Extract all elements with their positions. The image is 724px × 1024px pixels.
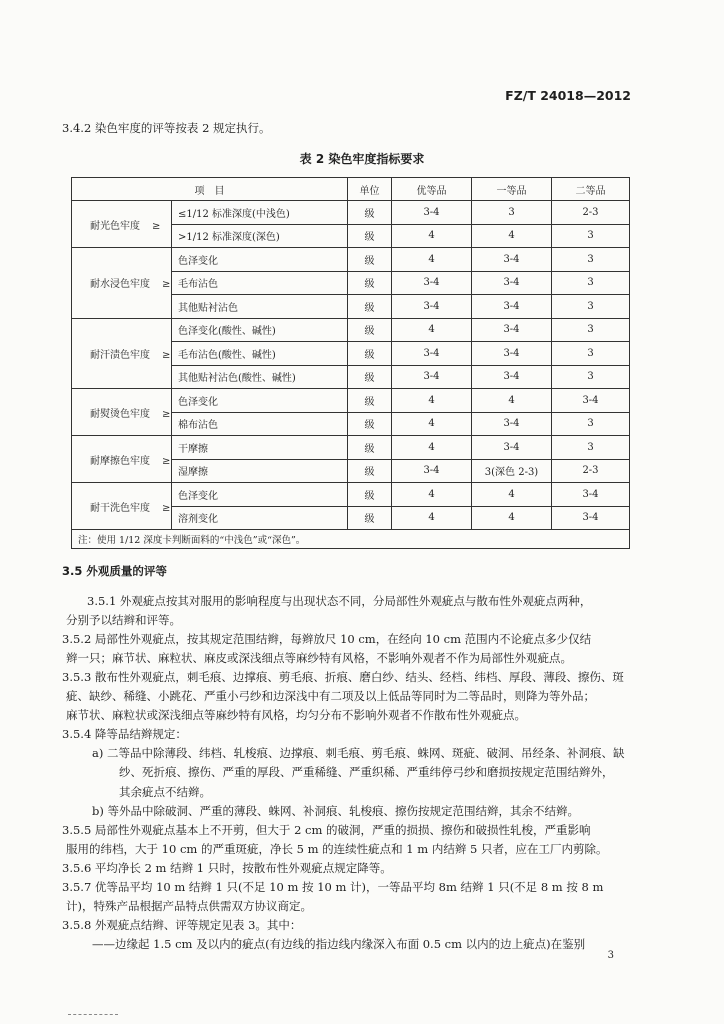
unit-cell: 级 xyxy=(348,318,392,342)
grade-second-cell: 3 xyxy=(552,342,630,366)
table-row xyxy=(72,389,630,413)
body-line: ——边缘起 1.5 cm 及以内的疵点(有边线的指边线内缘深入布面 0.5 cm 以内的边上疵点)在鉴别 xyxy=(92,937,586,951)
item-cell: 溶剂变化 xyxy=(172,506,348,530)
item-cell: 其他贴衬沾色(酸性、碱性) xyxy=(172,365,348,389)
grade-first-cell: 3-4 xyxy=(472,412,552,436)
table-row xyxy=(72,248,630,272)
category-name: 耐水浸色牢度 xyxy=(90,279,150,291)
category-cell xyxy=(72,201,172,248)
header-grade-second: 二等品 xyxy=(552,178,630,201)
item-cell: 色泽变化 xyxy=(172,483,348,507)
item-cell: 毛布沾色 xyxy=(172,271,348,295)
category-name: 耐干洗色牢度 xyxy=(90,502,150,514)
header-grade-first: 一等品 xyxy=(472,178,552,201)
category-cell xyxy=(72,318,172,389)
table-row xyxy=(72,436,630,460)
body-line: 3.5.4 降等品结辫规定： xyxy=(62,727,187,741)
item-cell: 其他贴衬沾色 xyxy=(172,295,348,319)
item-cell: 毛布沾色(酸性、碱性) xyxy=(172,342,348,366)
unit-cell: 级 xyxy=(348,271,392,295)
body-line: 疵、缺纱、稀缝、小跳花、严重小弓纱和边深浅中有二项及以上低品等同时为二等品时，则降为等外品； xyxy=(66,689,595,703)
grade-first-cell: 3-4 xyxy=(472,342,552,366)
grade-first-cell: 4 xyxy=(472,483,552,507)
item-cell: 干摩擦 xyxy=(172,436,348,460)
body-line: 纱、死折痕、擦伤、严重的厚段、严重稀缝、严重织稀、严重纬停弓纱和磨损按规定范围结辫外， xyxy=(119,765,614,779)
clause-3-4-2: 3.4.2 染色牢度的评等按表 2 规定执行。 xyxy=(62,121,271,135)
grade-first-cell: 3-4 xyxy=(472,436,552,460)
table-header-row xyxy=(72,178,630,201)
body-line: 辫一只；麻节状、麻粒状、麻皮或深浅细点等麻纱特有风格，不影响外观者不作为局部性外观疵点。 xyxy=(66,651,572,665)
body-line: 服用的纬档，大于 10 cm 的严重斑疵，净长 5 m 的连续性疵点和 1 m 内结辫 5 只者，应在工厂内剪除。 xyxy=(66,842,608,856)
unit-cell: 级 xyxy=(348,295,392,319)
grade-superior-cell: 4 xyxy=(392,224,472,248)
crop-mark xyxy=(68,1014,118,1015)
ge-symbol: ≥ xyxy=(162,279,171,291)
body-line: 3.5.8 外观疵点结辫、评等规定见表 3。其中： xyxy=(62,918,302,932)
category-cell xyxy=(72,389,172,436)
category-cell xyxy=(72,248,172,319)
grade-first-cell: 3(深色 2-3) xyxy=(472,459,552,483)
table-row xyxy=(72,318,630,342)
body-line: 3.5.5 局部性外观疵点基本上不开剪，但大于 2 cm 的破洞，严重的损损、擦伤和破损性轧梭，严重影响 xyxy=(62,823,591,837)
page-number: 3 xyxy=(607,950,614,961)
unit-cell: 级 xyxy=(348,342,392,366)
grade-second-cell: 3 xyxy=(552,224,630,248)
note-row xyxy=(72,530,630,549)
category-name: 耐汗渍色牢度 xyxy=(90,349,150,361)
item-cell: ≤1/12 标准深度(中浅色) xyxy=(172,201,348,225)
grade-superior-cell: 3-4 xyxy=(392,295,472,319)
grade-second-cell: 2-3 xyxy=(552,459,630,483)
header-unit: 单位 xyxy=(348,178,392,201)
grade-superior-cell: 3-4 xyxy=(392,459,472,483)
grade-second-cell: 3 xyxy=(552,436,630,460)
body-line: 3.5.2 局部性外观疵点，按其规定范围结辫，每辫放尺 10 cm，在经向 10 cm 范围内不论疵点多少仅结 xyxy=(62,632,592,646)
grade-second-cell: 3 xyxy=(552,248,630,272)
grade-superior-cell: 4 xyxy=(392,318,472,342)
category-name: 耐光色牢度 xyxy=(90,220,140,232)
grade-second-cell: 2-3 xyxy=(552,201,630,225)
grade-superior-cell: 4 xyxy=(392,483,472,507)
table-row xyxy=(72,201,630,225)
grade-first-cell: 3-4 xyxy=(472,295,552,319)
grade-second-cell: 3-4 xyxy=(552,389,630,413)
section-3-5-heading: 3.5 外观质量的评等 xyxy=(62,564,167,578)
body-line: 其余疵点不结辫。 xyxy=(119,785,211,799)
grade-first-cell: 3-4 xyxy=(472,248,552,272)
grade-second-cell: 3-4 xyxy=(552,506,630,530)
unit-cell: 级 xyxy=(348,506,392,530)
grade-first-cell: 4 xyxy=(472,389,552,413)
unit-cell: 级 xyxy=(348,201,392,225)
body-line: 计)，特殊产品根据产品特点供需双方协议商定。 xyxy=(66,899,312,913)
standard-code: FZ/T 24018—2012 xyxy=(505,88,631,103)
grade-second-cell: 3 xyxy=(552,295,630,319)
header-item: 项 目 xyxy=(72,178,348,201)
grade-first-cell: 4 xyxy=(472,506,552,530)
body-line: 分别予以结辫和评等。 xyxy=(66,613,181,627)
grade-first-cell: 3 xyxy=(472,201,552,225)
grade-second-cell: 3 xyxy=(552,365,630,389)
unit-cell: 级 xyxy=(348,365,392,389)
body-line: 麻节状、麻粒状或深浅细点等麻纱特有风格，均匀分布不影响外观者不作散布性外观疵点。 xyxy=(66,708,526,722)
grade-superior-cell: 4 xyxy=(392,389,472,413)
body-line: 3.5.1 外观疵点按其对服用的影响程度与出现状态不同，分局部性外观疵点与散布性外观疵点两种， xyxy=(87,594,592,608)
item-cell: 湿摩擦 xyxy=(172,459,348,483)
category-cell xyxy=(72,436,172,483)
unit-cell: 级 xyxy=(348,436,392,460)
unit-cell: 级 xyxy=(348,248,392,272)
item-cell: 色泽变化 xyxy=(172,248,348,272)
table-row xyxy=(72,483,630,507)
header-grade-superior: 优等品 xyxy=(392,178,472,201)
item-cell: 色泽变化 xyxy=(172,389,348,413)
grade-second-cell: 3 xyxy=(552,318,630,342)
ge-symbol: ≥ xyxy=(162,349,171,361)
table-note: 注：使用 1/12 深度卡判断面料的“中浅色”或“深色”。 xyxy=(72,530,630,549)
grade-superior-cell: 4 xyxy=(392,436,472,460)
body-line: b) 等外品中除破洞、严重的薄段、蛛网、补洞痕、轧梭痕、擦伤按规定范围结辫，其余不结辫。 xyxy=(92,804,579,818)
ge-symbol: ≥ xyxy=(152,220,161,232)
unit-cell: 级 xyxy=(348,389,392,413)
category-name: 耐摩擦色牢度 xyxy=(90,455,150,467)
grade-superior-cell: 4 xyxy=(392,248,472,272)
ge-symbol: ≥ xyxy=(162,408,171,420)
item-cell: 色泽变化(酸性、碱性) xyxy=(172,318,348,342)
grade-second-cell: 3-4 xyxy=(552,483,630,507)
color-fastness-table xyxy=(71,177,630,549)
body-line: 3.5.3 散布性外观疵点，刺毛痕、边撑痕、剪毛痕、折痕、磨白纱、结头、经档、纬档、厚段、薄段、擦伤、斑 xyxy=(62,670,624,684)
grade-superior-cell: 3-4 xyxy=(392,201,472,225)
grade-first-cell: 3-4 xyxy=(472,365,552,389)
grade-first-cell: 4 xyxy=(472,224,552,248)
body-line: 3.5.7 优等品平均 10 m 结辫 1 只(不足 10 m 按 10 m 计)，一等品平均 8m 结辫 1 只(不足 8 m 按 8 m xyxy=(62,880,604,894)
item-cell: 棉布沾色 xyxy=(172,412,348,436)
unit-cell: 级 xyxy=(348,224,392,248)
grade-second-cell: 3 xyxy=(552,412,630,436)
unit-cell: 级 xyxy=(348,412,392,436)
item-cell: >1/12 标准深度(深色) xyxy=(172,224,348,248)
grade-superior-cell: 4 xyxy=(392,506,472,530)
category-name: 耐熨烫色牢度 xyxy=(90,408,150,420)
grade-superior-cell: 3-4 xyxy=(392,365,472,389)
grade-second-cell: 3 xyxy=(552,271,630,295)
ge-symbol: ≥ xyxy=(162,502,171,514)
table-title: 表 2 染色牢度指标要求 xyxy=(299,152,425,166)
body-line: a) 二等品中除薄段、纬档、轧梭痕、边撑痕、刺毛痕、剪毛痕、蛛网、斑疵、破洞、吊经条、补洞痕、缺 xyxy=(92,746,625,760)
grade-first-cell: 3-4 xyxy=(472,271,552,295)
body-line: 3.5.6 平均净长 2 m 结辫 1 只时，按散布性外观疵点规定降等。 xyxy=(62,861,392,875)
grade-superior-cell: 3-4 xyxy=(392,342,472,366)
grade-superior-cell: 4 xyxy=(392,412,472,436)
grade-superior-cell: 3-4 xyxy=(392,271,472,295)
category-cell xyxy=(72,483,172,530)
grade-first-cell: 3-4 xyxy=(472,318,552,342)
ge-symbol: ≥ xyxy=(162,455,171,467)
unit-cell: 级 xyxy=(348,459,392,483)
unit-cell: 级 xyxy=(348,483,392,507)
